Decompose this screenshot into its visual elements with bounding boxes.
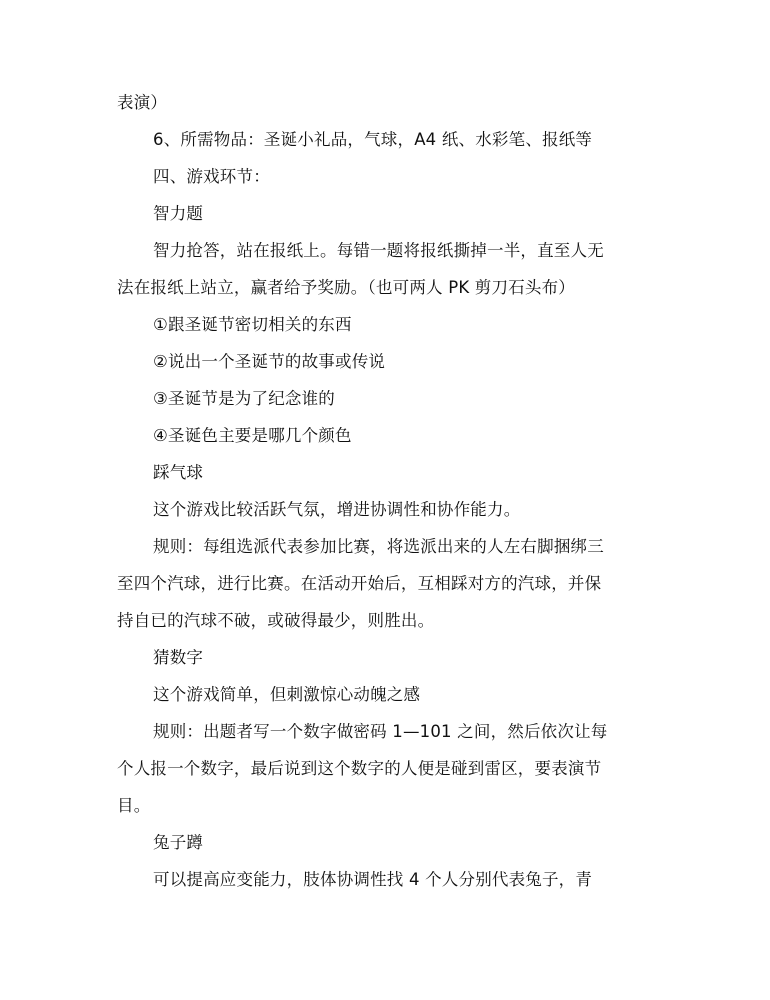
- game-title: 猜数字: [153, 648, 204, 667]
- list-item: ②说出一个圣诞节的故事或传说: [153, 352, 386, 371]
- game-title: 智力题: [153, 204, 204, 223]
- list-item: ①跟圣诞节密切相关的东西: [153, 315, 352, 334]
- text-line: 规则：每组选派代表参加比赛，将选派出来的人左右脚捆绑三: [153, 537, 604, 556]
- text-line: 这个游戏简单，但刺激惊心动魄之感: [153, 685, 421, 704]
- text-line: 6、所需物品：圣诞小礼品，气球，A4 纸、水彩笔、报纸等: [153, 130, 593, 149]
- text-line: 至四个汽球，进行比赛。在活动开始后，互相踩对方的汽球，并保: [117, 574, 602, 593]
- section-heading: 四、游戏环节：: [153, 167, 270, 186]
- text-line: 持自已的汽球不破，或破得最少，则胜出。: [117, 611, 435, 630]
- text-line: 智力抢答，站在报纸上。每错一题将报纸撕掉一半，直至人无: [153, 241, 604, 260]
- text-line: 可以提高应变能力，肢体协调性找 4 个人分别代表兔子，青: [153, 870, 593, 889]
- text-line: 这个游戏比较活跃气氛，增进协调性和协作能力。: [153, 500, 521, 519]
- game-title: 兔子蹲: [153, 833, 204, 852]
- text-line: 表演）: [117, 93, 168, 112]
- list-item: ③圣诞节是为了纪念谁的: [153, 389, 335, 408]
- game-title: 踩气球: [153, 463, 204, 482]
- text-line: 目。: [117, 796, 151, 815]
- text-line: 个人报一个数字，最后说到这个数字的人便是碰到雷区，要表演节: [117, 759, 602, 778]
- text-line: 法在报纸上站立，赢者给予奖励。（也可两人 PK 剪刀石头布）: [117, 278, 576, 297]
- text-line: 规则：出题者写一个数字做密码 1—101 之间，然后依次让每: [153, 722, 608, 741]
- list-item: ④圣诞色主要是哪几个颜色: [153, 426, 352, 445]
